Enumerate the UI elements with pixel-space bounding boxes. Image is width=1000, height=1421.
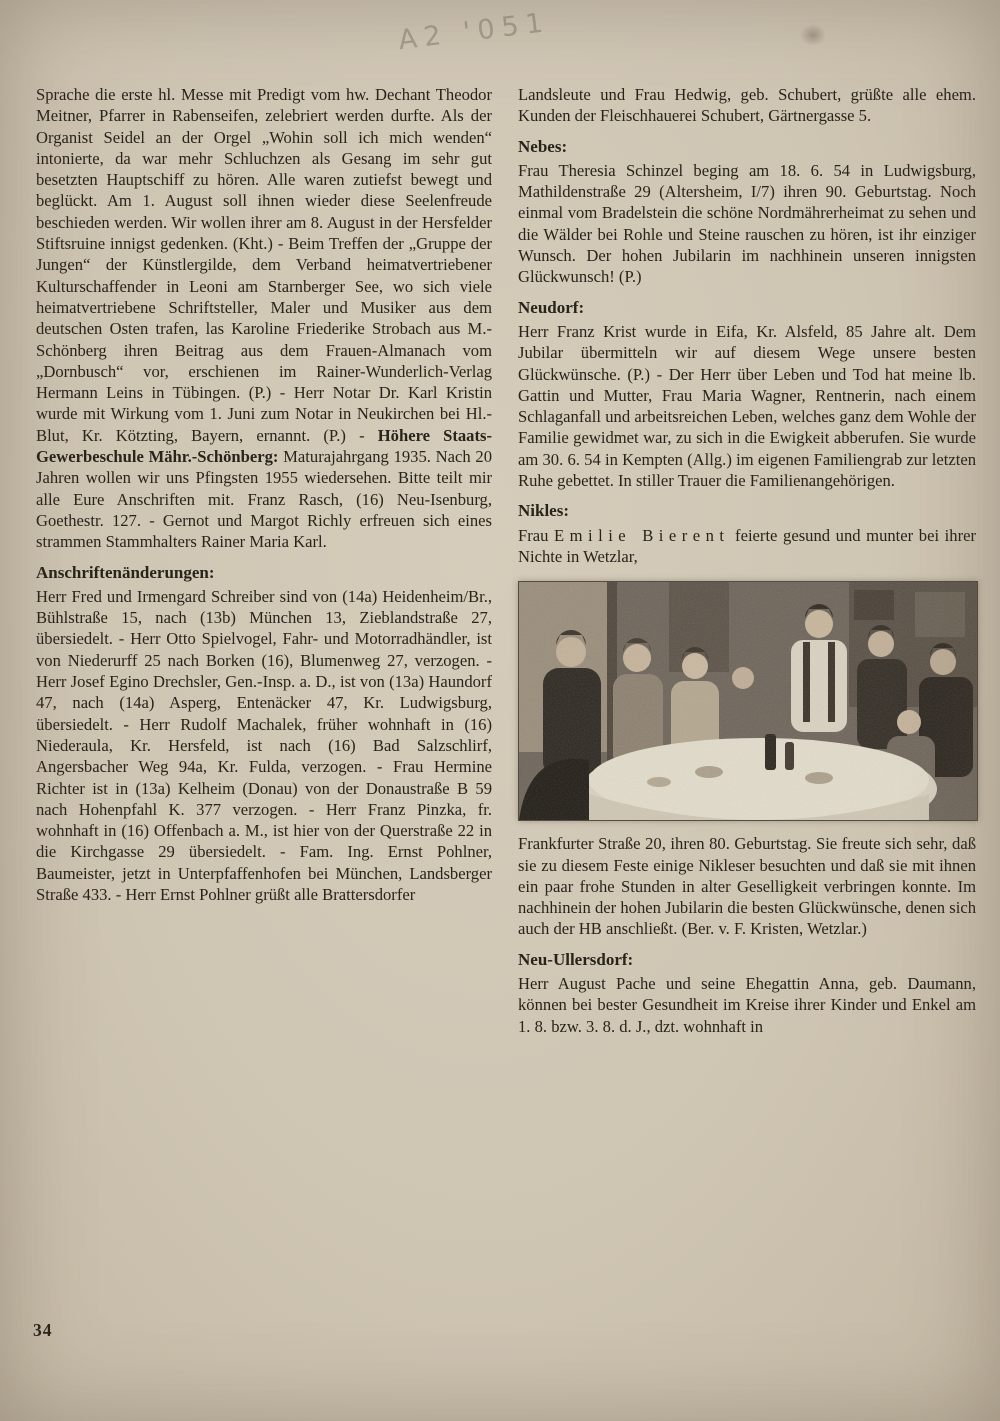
spaced-name-emilie-bierent: Emilie Bierent [554, 525, 730, 545]
paragraph [36, 84, 492, 553]
right-column [518, 84, 976, 1037]
paragraph [518, 525, 976, 568]
body-text: Frau [518, 525, 555, 545]
paragraph: Frankfurter Straße 20, ihren 80. Geburtstag. Sie freute sich sehr, daß sie zu diesem Feste einige Nikleser besuchten und daß sie mit ihnen ein paar frohe Stunden in alter Geselligkeit verbringen konnte. Im nachhinein der hohen Jubilarin die besten Glückwünsche, denen sich auch der HB anschließt. (Ber. v. F. Kristen, Wetzlar.) [518, 834, 976, 939]
left-column [36, 84, 492, 1037]
section-heading-nebes: Nebes: [518, 136, 568, 156]
section-heading-neu-ullersdorf: Neu-Ullersdorf: [518, 949, 634, 969]
paragraph: Herr Fred und Irmengard Schreiber sind von (14a) Heidenheim/Br., Bühlstraße 15, nach (13b) München 13, Zieblandstraße 27, übersiedelt. - Herr Otto Spielvogel, Fahr- und Motorradhändler, ist von Niederurff 25 nach Borken (16), Blumenweg 27, verzogen. - Herr Josef Egino Drechsler, Gen.-Insp. a. D., ist von (13a) Haundorf 47, nach (14a) Asperg, Entenäcker 47, Kr. Ludwigsburg, übersiedelt. - Herr Rudolf Machalek, früher wohnhaft in (16) Niederaula, Kr. Hersfeld, ist nach (16) Bad Salzschlirf, Angersbacher Weg 94a, Kr. Fulda, verzogen. - Frau Hermine Richter ist in (13a) Kelheim (Donau) von der Donaustraße B 59 nach Hohenpfahl K. 377 verzogen. - Herr Franz Pinzka, fr. wohnhaft in (16) Offenbach a. M., ist hier von der Querstraße 22 in die Kirchgasse 29 übersiedelt. - Fam. Ing. Ernst Pohlner, Baumeister, jetzt in Unterpfaffenhofen bei München, Landsberger Straße 433. - Herr Ernst Pohlner grüßt alle Brattersdorfer [36, 586, 492, 904]
paragraph: Landsleute und Frau Hedwig, geb. Schubert, grüßte alle ehem. Kunden der Fleischhauerei Schubert, Gärtnergasse 5. [518, 85, 976, 126]
paragraph: Frau Theresia Schinzel beging am 18. 6. 54 in Ludwigsburg, Mathildenstraße 29 (Altersheim, I/7) ihren 90. Geburtstag. Noch einmal vom Bradelstein die schöne Nordmährerheimat zu sehen und die Wälder bei Rohle und Steine rauschen zu hören, ist ihr einziger Wunsch. Der hohen Jubilarin im nachhinein unseren innigsten Glückwunsch! (P.) [518, 160, 976, 287]
body-text: feierte gesund und munter bei ihrer Nichte in Wetzlar, [518, 525, 976, 566]
section-heading-anschriftenaenderungen: Anschriftenänderungen: [36, 562, 215, 582]
section-heading-neudorf: Neudorf: [518, 297, 585, 317]
paragraph: Herr August Pache und seine Ehegattin Anna, geb. Daumann, können bei bester Gesundheit im Kreise ihrer Kinder und Enkel am 1. 8. bzw. 3. 8. d. J., dzt. wohnhaft in [518, 974, 976, 1036]
paragraph: Herr Franz Krist wurde in Eifa, Kr. Alsfeld, 85 Jahre alt. Dem Jubilar übermitteln wir auf diesem Wege unsere besten Glückwünsche. (P.) - Der Herr über Leben und Tod hat meine lb. Gattin und Mutter, Frau Maria Wagner, Rentnerin, nach einem Schlaganfall und arbeitsreichen Leben, welches ganz dem Wohle der Familie gewidmet war, zu sich in die Ewigkeit abberufen. Sie wurde am 30. 6. 54 in Kempten (Allg.) im eigenen Familiengrab zur letzten Ruhe gebettet. In stiller Trauer die Familienangehörigen. [518, 321, 976, 491]
halftone-photo [518, 581, 976, 821]
group-photo-illustration [518, 581, 978, 821]
inline-bold-school-name: Höhere Staats-Gewerbeschule Mähr.-Schönberg: [36, 425, 492, 467]
page-number: 34 [33, 1320, 53, 1340]
body-text: Sprache die erste hl. Messe mit Predigt vom hw. Dechant Theodor Meitner, Pfarrer in Rabenseifen, zelebriert werden durfte. Als der Organist Seidel an der Orgel „Wohin soll ich mich wenden“ intonierte, da war mehr Schluchzen als Gesang im sehr gut besetzten Hauptschiff zu hören. Alle waren zutiefst bewegt und beglückt. Am 1. August soll ihnen wieder diese Seelenfreude beschieden werden. Wir wollen ihrer am 8. August in der Hersfelder Stiftsruine innigst gedenken. (Kht.) - Beim Treffen der „Gruppe der Jungen“ der Künstlergilde, dem Verband heimatvertriebener Kulturschaffender in Leoni am Starnberger See, wo sich viele heimatvertriebene Schriftsteller, Maler und Musiker aus dem deutschen Osten trafen, las Karoline Friederike Strobach aus M.-Schönberg ihren Beitrag aus dem Frauen-Almanach vom „Dornbusch“ vor, erschienen im Rainer-Wunderlich-Verlag Hermann Leins in Tübingen. (P.) - Herr Notar Dr. Karl Kristin wurde mit Wirkung vom 1. Juni zum Notar in Neukirchen bei Hl.-Blut, Kr. Kötzting, Bayern, ernannt. (P.) - [36, 85, 492, 445]
pencil-annotation: A2 '051 [396, 6, 552, 57]
section-heading-nikles: Nikles: [518, 501, 569, 521]
body-text: Maturajahrgang 1935. Nach 20 Jahren wollen wir uns Pfingsten 1955 wiedersehen. Bitte teilt mir alle Eure Anschriften mit. Franz Rasch, (16) Neu-Isenburg, Goethestr. 127. - Gernot und Margot Richly erfreuen sich eines strammen Stammhalters Rainer Maria Karl. [36, 447, 492, 552]
